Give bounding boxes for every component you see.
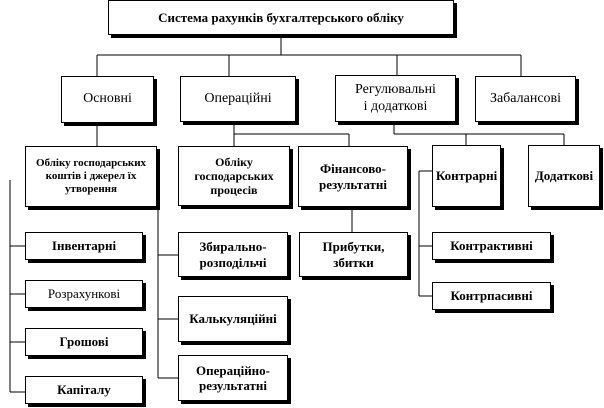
main-item-box: Розрахункові [25,280,143,308]
main-accounts-box: Основні [61,76,154,123]
financial-item-box: Прибутки, збитки [299,232,408,277]
main-item-box: Грошові [25,328,143,356]
contra-item-box: Контрпасивні [432,282,551,310]
business-processes-box: Обліку господарських процесів [178,146,290,206]
financial-results-box: Фінансово- результатні [298,146,408,207]
offbalance-accounts-box: Забалансові [475,76,576,122]
root-box: Система рахунків бухгалтерського обліку [108,0,454,35]
operational-accounts-box: Операційні [180,76,296,122]
main-group-header-box: Обліку господарських коштів і джерел їх утворення [25,146,157,207]
business-item-box: Калькуляційні [178,296,288,342]
business-item-box: Операційно- результатні [178,355,288,401]
main-item-box: Інвентарні [25,232,143,260]
contra-box: Контрарні [432,145,501,207]
contra-item-box: Контрактивні [432,232,551,260]
main-item-box: Капіталу [25,376,143,404]
additional-box: Додаткові [528,145,600,207]
regulating-accounts-box: Регулювальні і додаткові [335,75,456,122]
business-item-box: Збирально- розподільчі [178,232,288,277]
